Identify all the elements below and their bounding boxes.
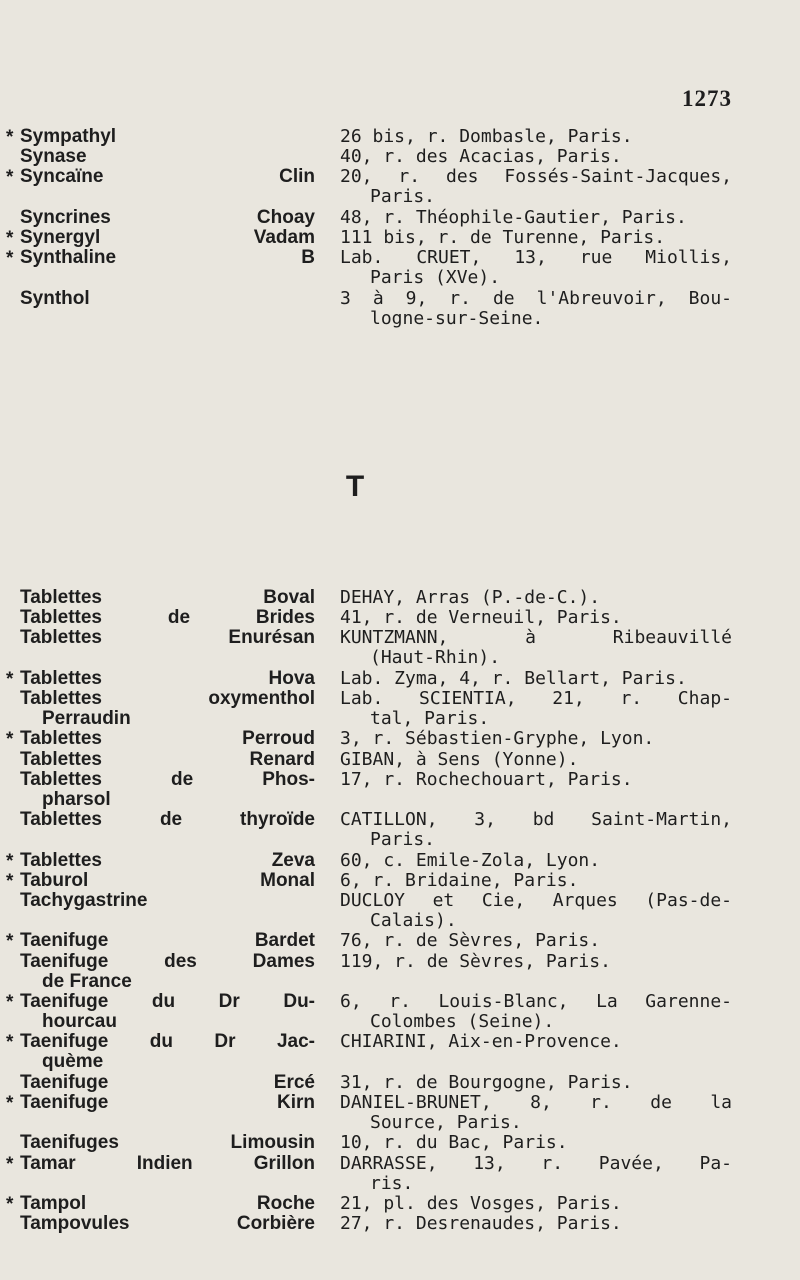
directory-entry bbox=[0, 890, 800, 931]
manufacturer-address bbox=[340, 689, 732, 729]
product-name bbox=[20, 729, 315, 749]
manufacturer-address bbox=[340, 931, 732, 951]
address-line: 3, r. Sébastien-Gryphe, Lyon. bbox=[340, 728, 655, 750]
address-line: 6, r. Bridaine, Paris. bbox=[340, 869, 579, 891]
manufacturer-address bbox=[340, 891, 732, 931]
asterisk-marker: * bbox=[6, 668, 14, 690]
directory-entry bbox=[0, 728, 800, 751]
directory-entry bbox=[0, 1031, 800, 1073]
manufacturer-address bbox=[340, 1214, 732, 1234]
product-name bbox=[20, 1093, 315, 1113]
directory-entry bbox=[0, 227, 800, 249]
asterisk-marker: * bbox=[6, 228, 14, 249]
directory-entry bbox=[0, 607, 800, 629]
product-name bbox=[20, 689, 315, 729]
manufacturer-address bbox=[340, 127, 732, 147]
address-line: Lab. CRUET, 13, rue Miollis, bbox=[340, 247, 732, 269]
product-name-line: pharsol bbox=[42, 788, 111, 810]
address-line: DUCLOY et Cie, Arques (Pas-de- bbox=[340, 890, 732, 911]
product-name bbox=[20, 1214, 315, 1234]
address-line: 26 bis, r. Dombasle, Paris. bbox=[340, 126, 633, 147]
address-line: 20, r. des Fossés-Saint-Jacques, bbox=[340, 166, 732, 188]
product-name-line: Taburol Monal bbox=[20, 869, 315, 891]
asterisk-marker: * bbox=[6, 729, 14, 751]
address-line: GIBAN, à Sens (Yonne). bbox=[340, 748, 579, 770]
manufacturer-address bbox=[340, 1032, 732, 1052]
asterisk-marker: * bbox=[6, 127, 14, 148]
directory-entry bbox=[0, 950, 800, 992]
product-name-line: Tablettes Renard bbox=[20, 748, 315, 770]
address-line: (Haut-Rhin). bbox=[370, 647, 501, 669]
product-name bbox=[20, 248, 315, 268]
directory-entry bbox=[0, 1132, 800, 1154]
address-line: Lab. SCIENTIA, 21, r. Chap- bbox=[340, 688, 732, 709]
address-line: ris. bbox=[370, 1172, 414, 1194]
product-name bbox=[20, 1073, 315, 1093]
product-name-line: Synthaline B bbox=[20, 247, 315, 269]
directory-entry bbox=[0, 247, 800, 289]
product-name-line: Tablettes de Brides bbox=[20, 607, 315, 629]
address-line: DARRASSE, 13, r. Pavée, Pa- bbox=[340, 1152, 732, 1174]
directory-entry bbox=[0, 206, 800, 228]
directory-entry bbox=[0, 748, 800, 770]
product-name bbox=[20, 228, 315, 248]
manufacturer-address bbox=[340, 810, 732, 850]
directory-entry bbox=[0, 768, 800, 810]
manufacturer-address bbox=[340, 1073, 732, 1093]
manufacturer-address bbox=[340, 289, 732, 329]
address-line: 40, r. des Acacias, Paris. bbox=[340, 146, 622, 168]
directory-entry bbox=[0, 1152, 800, 1194]
product-name-line: de France bbox=[42, 970, 132, 992]
product-name bbox=[20, 750, 315, 770]
directory-entry bbox=[0, 1071, 800, 1093]
product-name bbox=[20, 608, 315, 628]
address-line: DEHAY, Arras (P.-de-C.). bbox=[340, 587, 601, 608]
address-line: Colombes (Seine). bbox=[370, 1011, 555, 1032]
address-line: Source, Paris. bbox=[370, 1112, 522, 1133]
product-name-line: Tablettes Boval bbox=[20, 587, 315, 608]
directory-entry bbox=[0, 146, 800, 168]
directory-entry bbox=[0, 1193, 800, 1215]
address-line: Paris. bbox=[370, 829, 436, 851]
address-line: 3 à 9, r. de l'Abreuvoir, Bou- bbox=[340, 287, 732, 309]
directory-entry bbox=[0, 667, 800, 690]
product-name-line: Tablettes oxymenthol bbox=[20, 688, 315, 709]
manufacturer-address bbox=[340, 1154, 732, 1194]
manufacturer-address bbox=[340, 248, 732, 288]
product-name-line: Syncaïne Clin bbox=[20, 166, 315, 188]
product-name bbox=[20, 992, 315, 1032]
directory-entry bbox=[0, 991, 800, 1032]
product-name-line: Taenifuge Kirn bbox=[20, 1092, 315, 1113]
asterisk-marker: * bbox=[6, 167, 14, 189]
manufacturer-address bbox=[340, 952, 732, 972]
manufacturer-address bbox=[340, 669, 732, 689]
product-name-line: Tampovules Corbière bbox=[20, 1213, 315, 1235]
address-line: 48, r. Théophile-Gautier, Paris. bbox=[340, 206, 687, 228]
product-name bbox=[20, 289, 315, 309]
manufacturer-address bbox=[340, 750, 732, 770]
address-line: 119, r. de Sèvres, Paris. bbox=[340, 950, 611, 972]
product-name bbox=[20, 1194, 315, 1214]
product-name bbox=[20, 770, 315, 810]
product-name-line: Taenifuge du Dr Jac- bbox=[20, 1031, 315, 1053]
product-name bbox=[20, 851, 315, 871]
product-name-line: quème bbox=[42, 1051, 104, 1073]
directory-entry bbox=[0, 126, 800, 148]
product-name-line: Sympathyl bbox=[20, 126, 117, 147]
product-name bbox=[20, 147, 315, 167]
manufacturer-address bbox=[340, 1194, 732, 1214]
directory-entry bbox=[0, 930, 800, 953]
product-name bbox=[20, 588, 315, 608]
address-line: 31, r. de Bourgogne, Paris. bbox=[340, 1071, 633, 1093]
product-name-line: Tablettes de Phos- bbox=[20, 768, 315, 790]
address-line: 60, c. Emile-Zola, Lyon. bbox=[340, 849, 601, 871]
address-line: 17, r. Rochechouart, Paris. bbox=[340, 768, 633, 790]
manufacturer-address bbox=[340, 228, 732, 248]
directory-entry bbox=[0, 627, 800, 669]
product-name-line: Taenifuge du Dr Du- bbox=[20, 991, 315, 1012]
product-name bbox=[20, 1032, 315, 1072]
address-line: 27, r. Desrenaudes, Paris. bbox=[340, 1213, 622, 1235]
product-name bbox=[20, 952, 315, 992]
product-name bbox=[20, 208, 315, 228]
product-name bbox=[20, 810, 315, 830]
address-line: 111 bis, r. de Turenne, Paris. bbox=[340, 227, 666, 248]
address-line: Paris. bbox=[370, 186, 436, 208]
product-name bbox=[20, 628, 315, 648]
asterisk-marker: * bbox=[6, 1093, 14, 1114]
product-name bbox=[20, 931, 315, 951]
product-name-line: Tablettes Enurésan bbox=[20, 627, 315, 649]
manufacturer-address bbox=[340, 1093, 732, 1133]
product-name-line: Taenifuge des Dames bbox=[20, 950, 315, 972]
directory-entry bbox=[0, 869, 800, 892]
product-name-line: hourcau bbox=[42, 1011, 117, 1032]
manufacturer-address bbox=[340, 588, 732, 608]
product-name-line: Tablettes Perroud bbox=[20, 728, 315, 750]
product-name-line: Tablettes de thyroïde bbox=[20, 809, 315, 831]
asterisk-marker: * bbox=[6, 1153, 14, 1175]
asterisk-marker: * bbox=[6, 870, 14, 892]
address-line: Calais). bbox=[370, 910, 457, 931]
address-line: logne-sur-Seine. bbox=[370, 307, 544, 329]
manufacturer-address bbox=[340, 871, 732, 891]
address-line: CATILLON, 3, bd Saint-Martin, bbox=[340, 809, 732, 831]
product-name-line: Taenifuges Limousin bbox=[20, 1132, 315, 1154]
product-name bbox=[20, 1133, 315, 1153]
asterisk-marker: * bbox=[6, 248, 14, 270]
product-name-line: Synergyl Vadam bbox=[20, 227, 315, 248]
product-name-line: Perraudin bbox=[42, 708, 131, 729]
product-name bbox=[20, 669, 315, 689]
address-line: tal, Paris. bbox=[370, 708, 490, 729]
asterisk-marker: * bbox=[6, 931, 14, 953]
directory-entry bbox=[0, 1213, 800, 1235]
directory-entry bbox=[0, 1092, 800, 1133]
address-line: 21, pl. des Vosges, Paris. bbox=[340, 1193, 622, 1214]
directory-entry bbox=[0, 809, 800, 851]
asterisk-marker: * bbox=[6, 850, 14, 872]
address-line: KUNTZMANN, à Ribeauvillé bbox=[340, 627, 732, 649]
product-name bbox=[20, 1154, 315, 1174]
manufacturer-address bbox=[340, 992, 732, 1032]
product-name-line: Tampol Roche bbox=[20, 1193, 315, 1214]
address-line: Paris (XVe). bbox=[370, 267, 501, 289]
address-line: Lab. Zyma, 4, r. Bellart, Paris. bbox=[340, 667, 687, 689]
product-name-line: Tablettes Hova bbox=[20, 667, 315, 689]
address-line: 10, r. du Bac, Paris. bbox=[340, 1132, 568, 1154]
directory-entry bbox=[0, 287, 800, 329]
address-line: CHIARINI, Aix-en-Provence. bbox=[340, 1031, 622, 1053]
product-name bbox=[20, 127, 315, 147]
manufacturer-address bbox=[340, 770, 732, 790]
asterisk-marker: * bbox=[6, 1032, 14, 1054]
page-number: 1273 bbox=[682, 86, 732, 111]
product-name-line: Tablettes Zeva bbox=[20, 849, 315, 871]
section-letter: T bbox=[345, 470, 365, 503]
asterisk-marker: * bbox=[6, 1194, 14, 1215]
product-name-line: Taenifuge Ercé bbox=[20, 1071, 315, 1093]
product-name bbox=[20, 891, 315, 911]
product-name bbox=[20, 871, 315, 891]
asterisk-marker: * bbox=[6, 992, 14, 1013]
address-line: 76, r. de Sèvres, Paris. bbox=[340, 930, 601, 952]
directory-entry bbox=[0, 166, 800, 208]
product-name-line: Syncrines Choay bbox=[20, 206, 315, 228]
address-line: 6, r. Louis-Blanc, La Garenne- bbox=[340, 991, 732, 1012]
address-line: DANIEL-BRUNET, 8, r. de la bbox=[340, 1092, 732, 1113]
manufacturer-address bbox=[340, 729, 732, 749]
address-line: 41, r. de Verneuil, Paris. bbox=[340, 607, 622, 629]
manufacturer-address bbox=[340, 608, 732, 628]
directory-entry bbox=[0, 688, 800, 729]
product-name-line: Tamar Indien Grillon bbox=[20, 1152, 315, 1174]
product-name bbox=[20, 167, 315, 187]
manufacturer-address bbox=[340, 628, 732, 668]
product-name-line: Taenifuge Bardet bbox=[20, 930, 315, 952]
manufacturer-address bbox=[340, 208, 732, 228]
manufacturer-address bbox=[340, 147, 732, 167]
product-name-line: Synase bbox=[20, 146, 87, 168]
manufacturer-address bbox=[340, 167, 732, 207]
manufacturer-address bbox=[340, 1133, 732, 1153]
directory-entry bbox=[0, 587, 800, 608]
product-name-line: Synthol bbox=[20, 287, 90, 309]
manufacturer-address bbox=[340, 851, 732, 871]
product-name-line: Tachygastrine bbox=[20, 890, 148, 911]
directory-entry bbox=[0, 849, 800, 872]
